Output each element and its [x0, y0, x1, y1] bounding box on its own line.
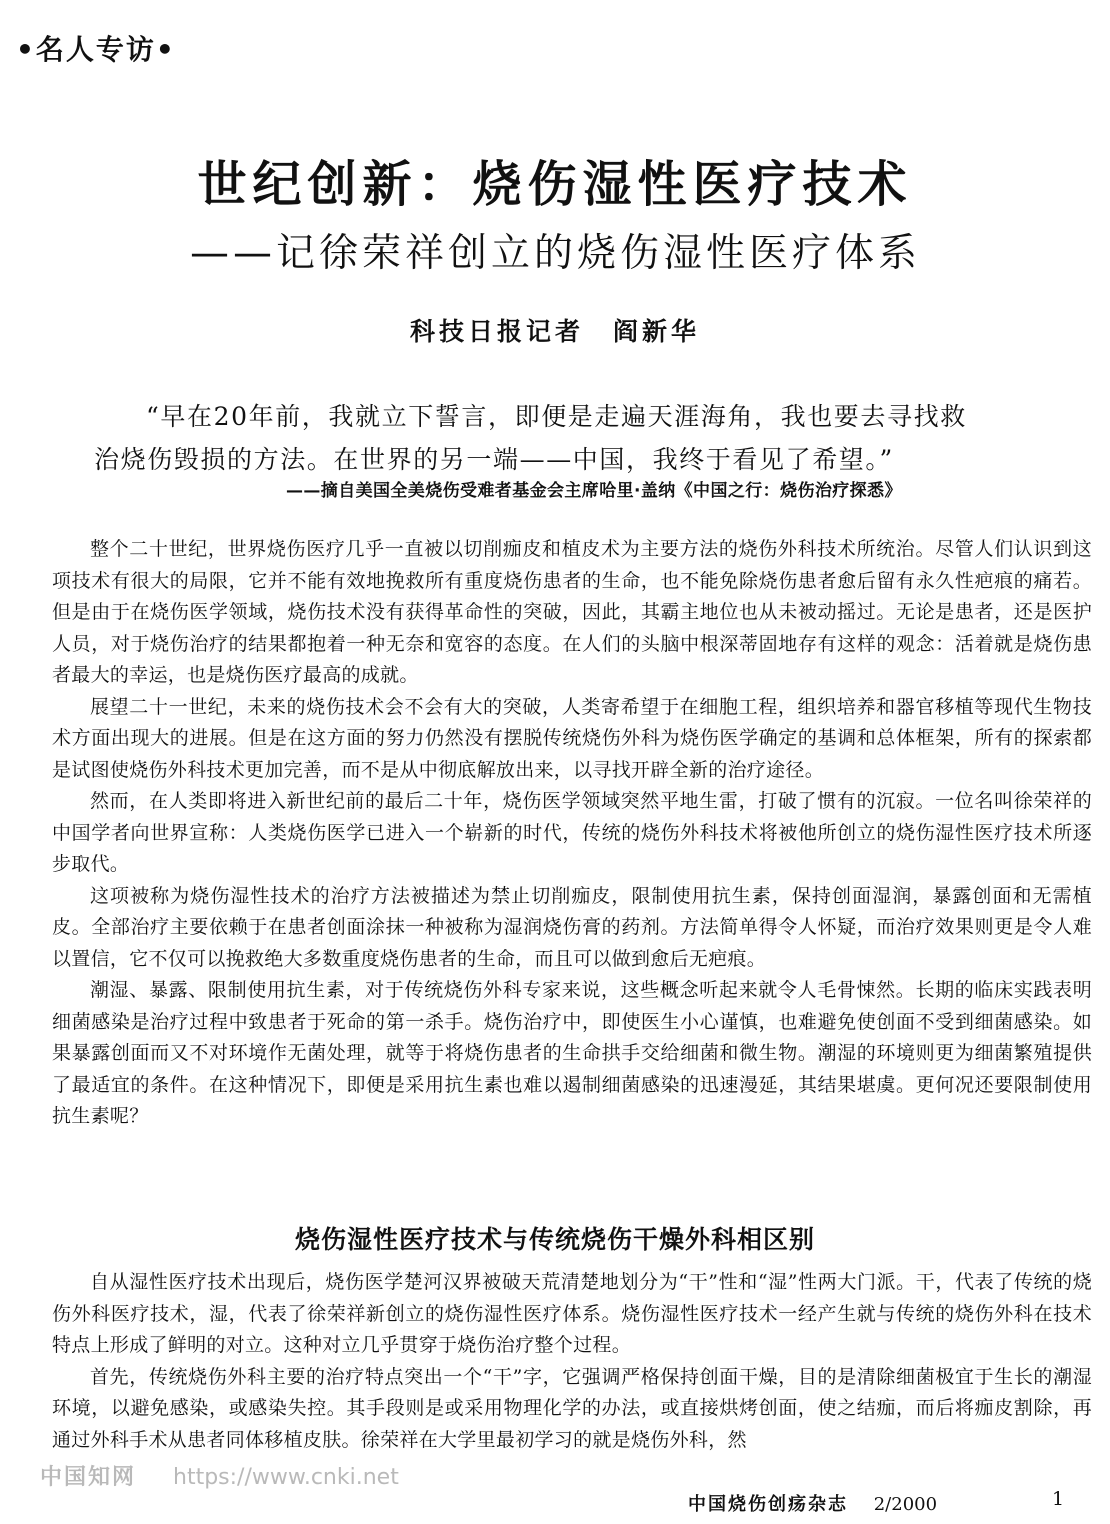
author-byline: 科技日报记者 阎新华: [409, 317, 700, 346]
watermark-logo: 中国知网: [40, 1465, 137, 1490]
body-paragraph: 然而，在人类即将进入新世纪前的最后二十年，烧伤医学领域突然平地生雷，打破了惯有的沉寂。一位名叫徐荣祥的中国学者向世界宣称：人类烧伤医学已进入一个崭新的时代，传统的烧伤外科技术将被他所创立的烧伤湿性医疗技术所逐步取代。: [52, 790, 1092, 875]
cnki-watermark: [40, 1460, 399, 1491]
body-paragraph: 潮湿、暴露、限制使用抗生素，对于传统烧伤外科专家来说，这些概念听起来就令人毛骨悚然。长期的临床实践表明细菌感染是治疗过程中致患者于死命的第一杀手。烧伤治疗中，即使医生小心谨慎，也难避免使创面不受到细菌感染。如果暴露创面而又不对环境作无菌处理，就等于将烧伤患者的生命拱手交给细菌和微生物。潮湿的环境则更为细菌繁殖提供了最适宜的条件。在这种情况下，即便是采用抗生素也难以遏制细菌感染的迅速漫延，其结果堪虞。更何况还要限制使用抗生素呢？: [52, 979, 1092, 1127]
epigraph-line: 治烧伤毁损的方法。在世界的另一端——中国，我终于看见了希望。”: [94, 445, 894, 474]
epigraph-source: ——摘自美国全美烧伤受难者基金会主席哈里·盖纳《中国之行：烧伤治疗探悉》: [286, 481, 902, 501]
page-footer: [688, 1490, 937, 1516]
body-paragraph: 首先，传统烧伤外科主要的治疗特点突出一个“干”字，它强调严格保持创面干燥，目的是清除细菌极宜于生长的潮湿环境，以避免感染，或感染失控。其手段则是或采用物理化学的办法，或直接烘烤创面，使之结痂，而后将痂皮割除，再通过外科手术从患者同体移植皮肤。徐荣祥在大学里最初学习的就是烧伤外科，然: [52, 1365, 1092, 1451]
footer-journal-name: 中国烧伤创疡杂志: [688, 1494, 848, 1515]
article-title: 世纪创新：烧伤湿性医疗技术: [197, 156, 913, 213]
epigraph-quote: [94, 395, 1054, 481]
watermark-url: https://www.cnki.net: [173, 1465, 399, 1490]
footer-issue: 2/2000: [873, 1494, 938, 1515]
body-paragraph: 展望二十一世纪，未来的烧伤技术会不会有大的突破，人类寄希望于在细胞工程，组织培养和器官移植等现代生物技术方面出现大的进展。但是在这方面的努力仍然没有摆脱传统烧伤外科为烧伤医学确定的基调和总体框架，所有的探索都是试图使烧伤外科技术更加完善，而不是从中彻底解放出来，以寻找开辟全新的治疗途径。: [52, 695, 1092, 781]
article-subtitle: ——记徐荣祥创立的烧伤湿性医疗体系: [190, 231, 922, 276]
body-paragraph: 这项被称为烧伤湿性技术的治疗方法被描述为禁止切削痂皮，限制使用抗生素，保持创面湿润，暴露创面和无需植皮。全部治疗主要依赖于在患者创面涂抹一种被称为湿润烧伤膏的药剂。方法简单得令人怀疑，而治疗效果则更是令人难以置信，它不仅可以挽救绝大多数重度烧伤患者的生命，而且可以做到愈后无疤痕。: [52, 884, 1092, 970]
body-paragraph: 整个二十世纪，世界烧伤医疗几乎一直被以切削痂皮和植皮术为主要方法的烧伤外科技术所统治。尽管人们认识到这项技术有很大的局限，它并不能有效地挽救所有重度烧伤患者的生命，也不能免除烧伤患者愈后留有永久性疤痕的痛若。但是由于在烧伤医学领域，烧伤技术没有获得革命性的突破，因此，其霸主地位也从未被动摇过。无论是患者，还是医护人员，对于烧伤治疗的结果都抱着一种无奈和宽容的态度。在人们的头脑中根深蒂固地存有这样的观念：活着就是烧伤患者最大的幸运，也是烧伤医疗最高的成就。: [52, 538, 1092, 686]
page-number: 1: [1052, 1488, 1065, 1510]
body-paragraph: 自从湿性医疗技术出现后，烧伤医学楚河汉界被破天荒清楚地划分为“干”性和“湿”性两大门派。干，代表了传统的烧伤外科医疗技术，湿，代表了徐荣祥新创立的烧伤湿性医疗体系。烧伤湿性医疗技术一经产生就与传统的烧伤外科在技术特点上形成了鲜明的对立。这种对立几乎贯穿于烧伤治疗整个过程。: [52, 1271, 1092, 1356]
section-tag: •名人专访•: [16, 33, 176, 66]
article-body: [52, 534, 1092, 1133]
section-body: [52, 1267, 1092, 1456]
epigraph-line: “早在20年前，我就立下誓言，即便是走遍天涯海角，我也要去寻找救: [146, 402, 967, 431]
section-heading: 烧伤湿性医疗技术与传统烧伤干燥外科相区别: [294, 1225, 815, 1254]
